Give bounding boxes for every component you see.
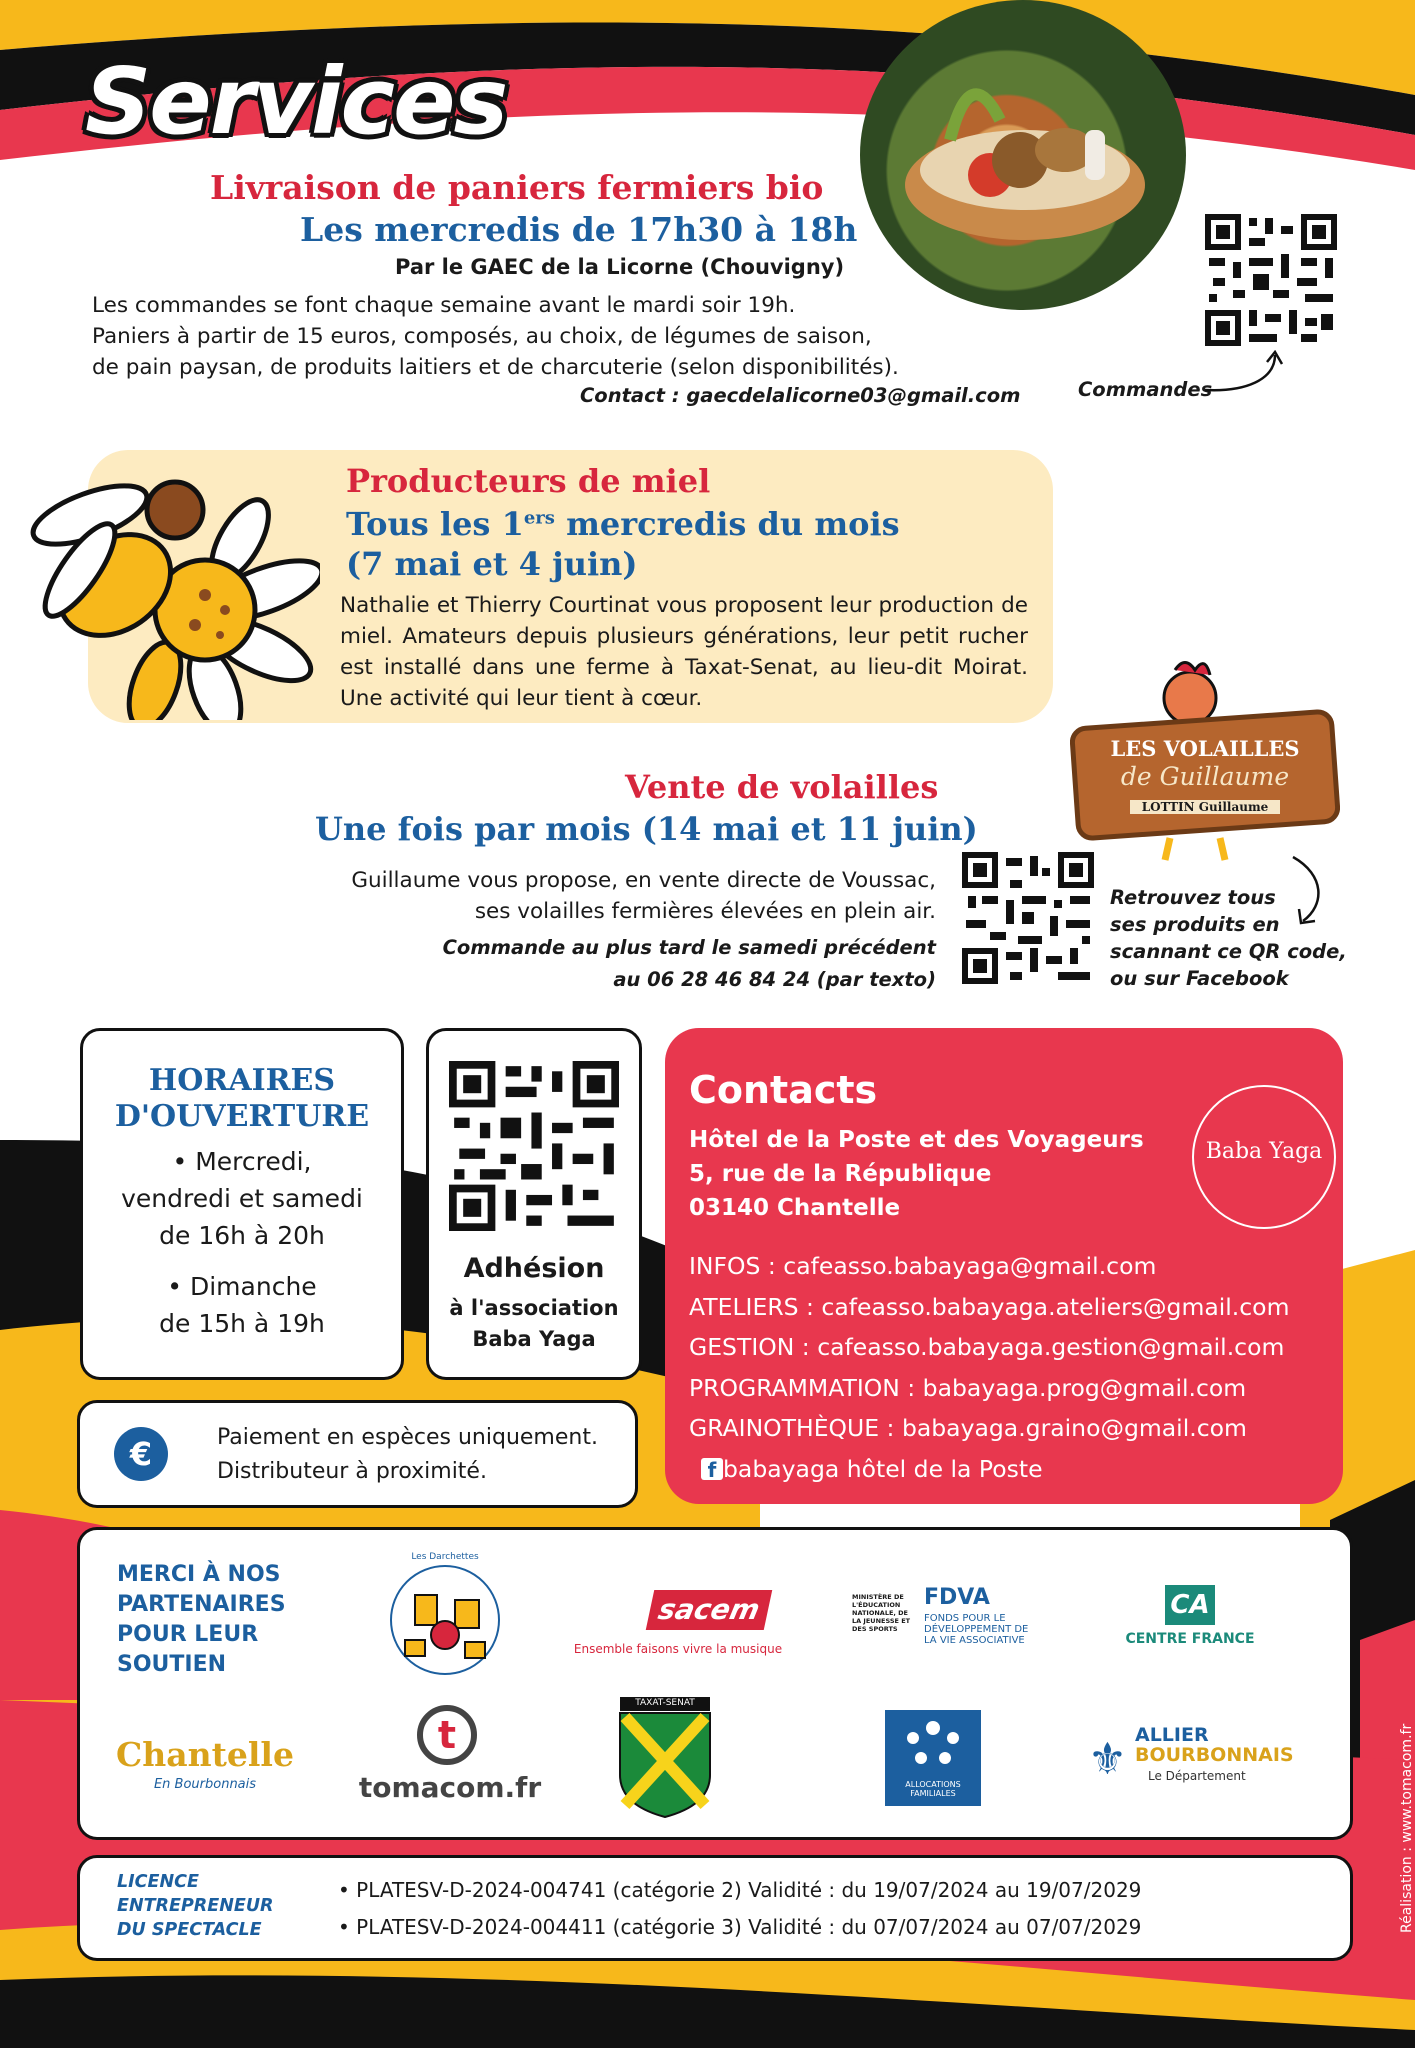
- adhesion-title: Adhésion: [463, 1253, 605, 1284]
- fdva-subtitle: FONDS POUR LE DÉVELOPPEMENT DE LA VIE ASSOCIATIVE: [924, 1613, 1029, 1646]
- miel-schedule-sup: ers: [523, 507, 555, 529]
- partners-thanks-line: PARTENAIRES: [117, 1592, 286, 1617]
- qr-code-volailles[interactable]: [962, 852, 1094, 984]
- baba-yaga-logo: [1192, 1085, 1336, 1229]
- paiement-card: [77, 1400, 638, 1508]
- partner-logo-chantelle: [110, 1715, 300, 1805]
- qr-code-commandes[interactable]: [1205, 214, 1337, 346]
- licence-lines: [338, 1872, 1141, 1946]
- licence-line: • PLATESV-D-2024-004411 (catégorie 3) Validité : du 07/07/2024 au 07/07/2029: [338, 1915, 1142, 1939]
- volailles-sign-line1: LES VOLAILLES: [1110, 736, 1300, 761]
- allier-name: [1135, 1725, 1294, 1765]
- ministere-text: MINISTÈRE DE L'ÉDUCATION NATIONALE, DE LA JEUNESSE ET DES SPORTS: [852, 1593, 911, 1633]
- credit-text: Réalisation : www.tomacom.fr: [1399, 1723, 1415, 1933]
- panier-schedule: Les mercredis de 17h30 à 18h: [300, 210, 858, 249]
- contact-email[interactable]: GESTION : cafeasso.babayaga.gestion@gmail.com: [689, 1333, 1285, 1361]
- partner-logo-fdva: [852, 1585, 1052, 1665]
- panier-contact: Contact : gaecdelalicorne03@gmail.com: [580, 384, 1021, 407]
- chantelle-sub: En Bourbonnais: [153, 1777, 257, 1792]
- panier-producer: Par le GAEC de la Licorne (Chouvigny): [395, 255, 845, 279]
- partners-thanks-line: MERCI À NOS: [117, 1562, 281, 1587]
- volailles-sign-line3: LOTTIN Guillaume: [1130, 800, 1280, 814]
- partner-logo-credit-agricole: [1110, 1585, 1270, 1655]
- miel-schedule-post: mercredis du mois: [554, 505, 900, 543]
- volailles-logo: [1070, 660, 1340, 870]
- volailles-order-line: au 06 28 46 84 24 (par texto): [613, 968, 936, 991]
- horaires-card: [80, 1028, 404, 1380]
- panier-title: Livraison de paniers fermiers bio: [210, 168, 824, 207]
- horaires-line: • Mercredi,: [172, 1147, 312, 1176]
- fleur-de-lis-icon: ⚜: [1087, 1734, 1128, 1785]
- contact-email[interactable]: GRAINOTHÈQUE : babayaga.graino@gmail.com: [689, 1414, 1247, 1442]
- partner-archers-name: Les Darchettes: [411, 1552, 479, 1562]
- ca-mark: CA: [1165, 1585, 1215, 1625]
- basket-photo: [860, 0, 1186, 310]
- miel-schedule-pre: Tous les 1: [346, 505, 524, 543]
- horaires-line: de 15h à 19h: [159, 1309, 325, 1338]
- horaires-line: • Dimanche: [167, 1272, 317, 1301]
- partner-logo-sacem: [568, 1590, 788, 1670]
- paiement-text: [217, 1421, 598, 1489]
- sacem-mark: sacem: [646, 1590, 773, 1630]
- contacts-address-line: 5, rue de la République: [689, 1161, 992, 1187]
- miel-schedule: [346, 505, 900, 543]
- volailles-sign-line2: de Guillaume: [1120, 762, 1290, 791]
- partners-thanks: [117, 1560, 286, 1680]
- paiement-line: Distributeur à proximité.: [217, 1459, 487, 1484]
- licence-title-line: LICENCE: [117, 1872, 199, 1892]
- facebook-icon: f: [701, 1458, 723, 1480]
- miel-title: Producteurs de miel: [346, 462, 711, 500]
- arrow-icon: [1205, 350, 1285, 400]
- ca-name: CENTRE FRANCE: [1125, 1631, 1255, 1647]
- sacem-tagline: Ensemble faisons vivre la musique: [573, 1642, 783, 1656]
- partners-card: [77, 1527, 1353, 1840]
- qr-code-adhesion[interactable]: [449, 1061, 619, 1231]
- licence-card: [77, 1855, 1353, 1961]
- volailles-title: Vente de volailles: [625, 768, 939, 806]
- bee-flower-illustration: [20, 470, 320, 720]
- allier-sub: Le Département: [1148, 1769, 1246, 1783]
- volailles-order: [420, 932, 936, 996]
- licence-title-line: DU SPECTACLE: [117, 1920, 262, 1940]
- partner-logo-taxat-senat: [615, 1695, 715, 1820]
- adhesion-card[interactable]: [426, 1028, 642, 1380]
- volailles-desc-line: Guillaume vous propose, en vente directe de Voussac,: [351, 868, 936, 893]
- volailles-qr-note-line: ou sur Facebook: [1110, 967, 1289, 990]
- horaires-list: [83, 1143, 401, 1342]
- volailles-description: [300, 865, 936, 927]
- allier-name-line: ALLIER: [1135, 1724, 1209, 1746]
- volailles-qr-note-line: Retrouvez tous: [1110, 886, 1276, 909]
- baba-yaga-logo-text: Baba Yaga: [1205, 1139, 1323, 1164]
- horaires-line: vendredi et samedi: [121, 1184, 363, 1213]
- allier-name-line: BOURBONNAIS: [1135, 1744, 1294, 1766]
- tomacom-icon: t: [417, 1705, 477, 1765]
- panier-description: [92, 290, 899, 383]
- partners-thanks-line: POUR LEUR: [117, 1622, 259, 1647]
- adhesion-sub-line: à l'association: [449, 1296, 619, 1320]
- volailles-qr-note-line: ses produits en: [1110, 913, 1280, 936]
- contacts-panel: [665, 1028, 1343, 1504]
- horaires-title: [83, 1063, 401, 1135]
- euro-icon: €: [114, 1427, 168, 1481]
- licence-line: • PLATESV-D-2024-004741 (catégorie 2) Validité : du 19/07/2024 au 19/07/2029: [338, 1878, 1142, 1902]
- partner-logo-caf: [885, 1710, 981, 1806]
- tomacom-name: tomacom.fr: [358, 1771, 542, 1804]
- miel-description: Nathalie et Thierry Courtinat vous proposent leur production de miel. Amateurs depuis plusieurs générations, leur petit rucher est installé dans une ferme à Taxat-Senat, au lieu-dit Moirat. Une activité qui leur tient à cœur.: [340, 593, 1028, 711]
- panier-desc-line: Paniers à partir de 15 euros, composés, au choix, de légumes de saison,: [92, 324, 872, 349]
- taxat-name: TAXAT-SENAT: [635, 1698, 695, 1708]
- partner-logo-allier: [1080, 1725, 1310, 1795]
- volailles-qr-note-line: scannant ce QR code,: [1110, 940, 1347, 963]
- partner-logo-archers: [375, 1550, 515, 1680]
- adhesion-sub-line: Baba Yaga: [472, 1327, 596, 1351]
- facebook-link[interactable]: [689, 1449, 1289, 1490]
- contacts-address: [689, 1123, 1144, 1225]
- page-title: Services: [85, 48, 507, 155]
- licence-title-line: ENTREPRENEUR: [117, 1896, 274, 1916]
- contacts-address-line: Hôtel de la Poste et des Voyageurs: [689, 1127, 1144, 1153]
- horaires-title-line: D'OUVERTURE: [114, 1099, 370, 1134]
- panier-desc-line: de pain paysan, de produits laitiers et de charcuterie (selon disponibilités).: [92, 355, 899, 380]
- volailles-order-line: Commande au plus tard le samedi précédent: [442, 936, 936, 959]
- paiement-line: Paiement en espèces uniquement.: [217, 1425, 598, 1450]
- caf-name: ALLOCATIONS FAMILIALES: [905, 1780, 961, 1798]
- adhesion-sub: [429, 1293, 639, 1355]
- qr-commandes-label: Commandes: [1078, 378, 1213, 401]
- panier-desc-line: Les commandes se font chaque semaine avant le mardi soir 19h.: [92, 293, 796, 318]
- fdva-mark: FDVA: [924, 1585, 990, 1610]
- chantelle-mark: Chantelle: [116, 1735, 294, 1774]
- arrow-icon: [1285, 855, 1335, 930]
- contacts-address-line: 03140 Chantelle: [689, 1195, 901, 1221]
- contacts-email-list: [689, 1246, 1289, 1489]
- volailles-schedule: Une fois par mois (14 mai et 11 juin): [315, 810, 978, 848]
- volailles-desc-line: ses volailles fermières élevées en plein air.: [474, 899, 936, 924]
- horaires-title-line: HORAIRES: [148, 1063, 336, 1098]
- licence-title: [117, 1870, 274, 1942]
- miel-dates: (7 mai et 4 juin): [346, 545, 638, 583]
- contact-email[interactable]: INFOS : cafeasso.babayaga@gmail.com: [689, 1252, 1157, 1280]
- contact-email[interactable]: ATELIERS : cafeasso.babayaga.ateliers@gmail.com: [689, 1292, 1290, 1321]
- contact-email[interactable]: PROGRAMMATION : babayaga.prog@gmail.com: [689, 1373, 1247, 1402]
- partners-thanks-line: SOUTIEN: [117, 1652, 227, 1677]
- contacts-title: Contacts: [689, 1068, 878, 1112]
- horaires-line: de 16h à 20h: [159, 1221, 325, 1250]
- facebook-label: babayaga hôtel de la Poste: [723, 1454, 1043, 1483]
- partner-logo-tomacom: [355, 1705, 545, 1815]
